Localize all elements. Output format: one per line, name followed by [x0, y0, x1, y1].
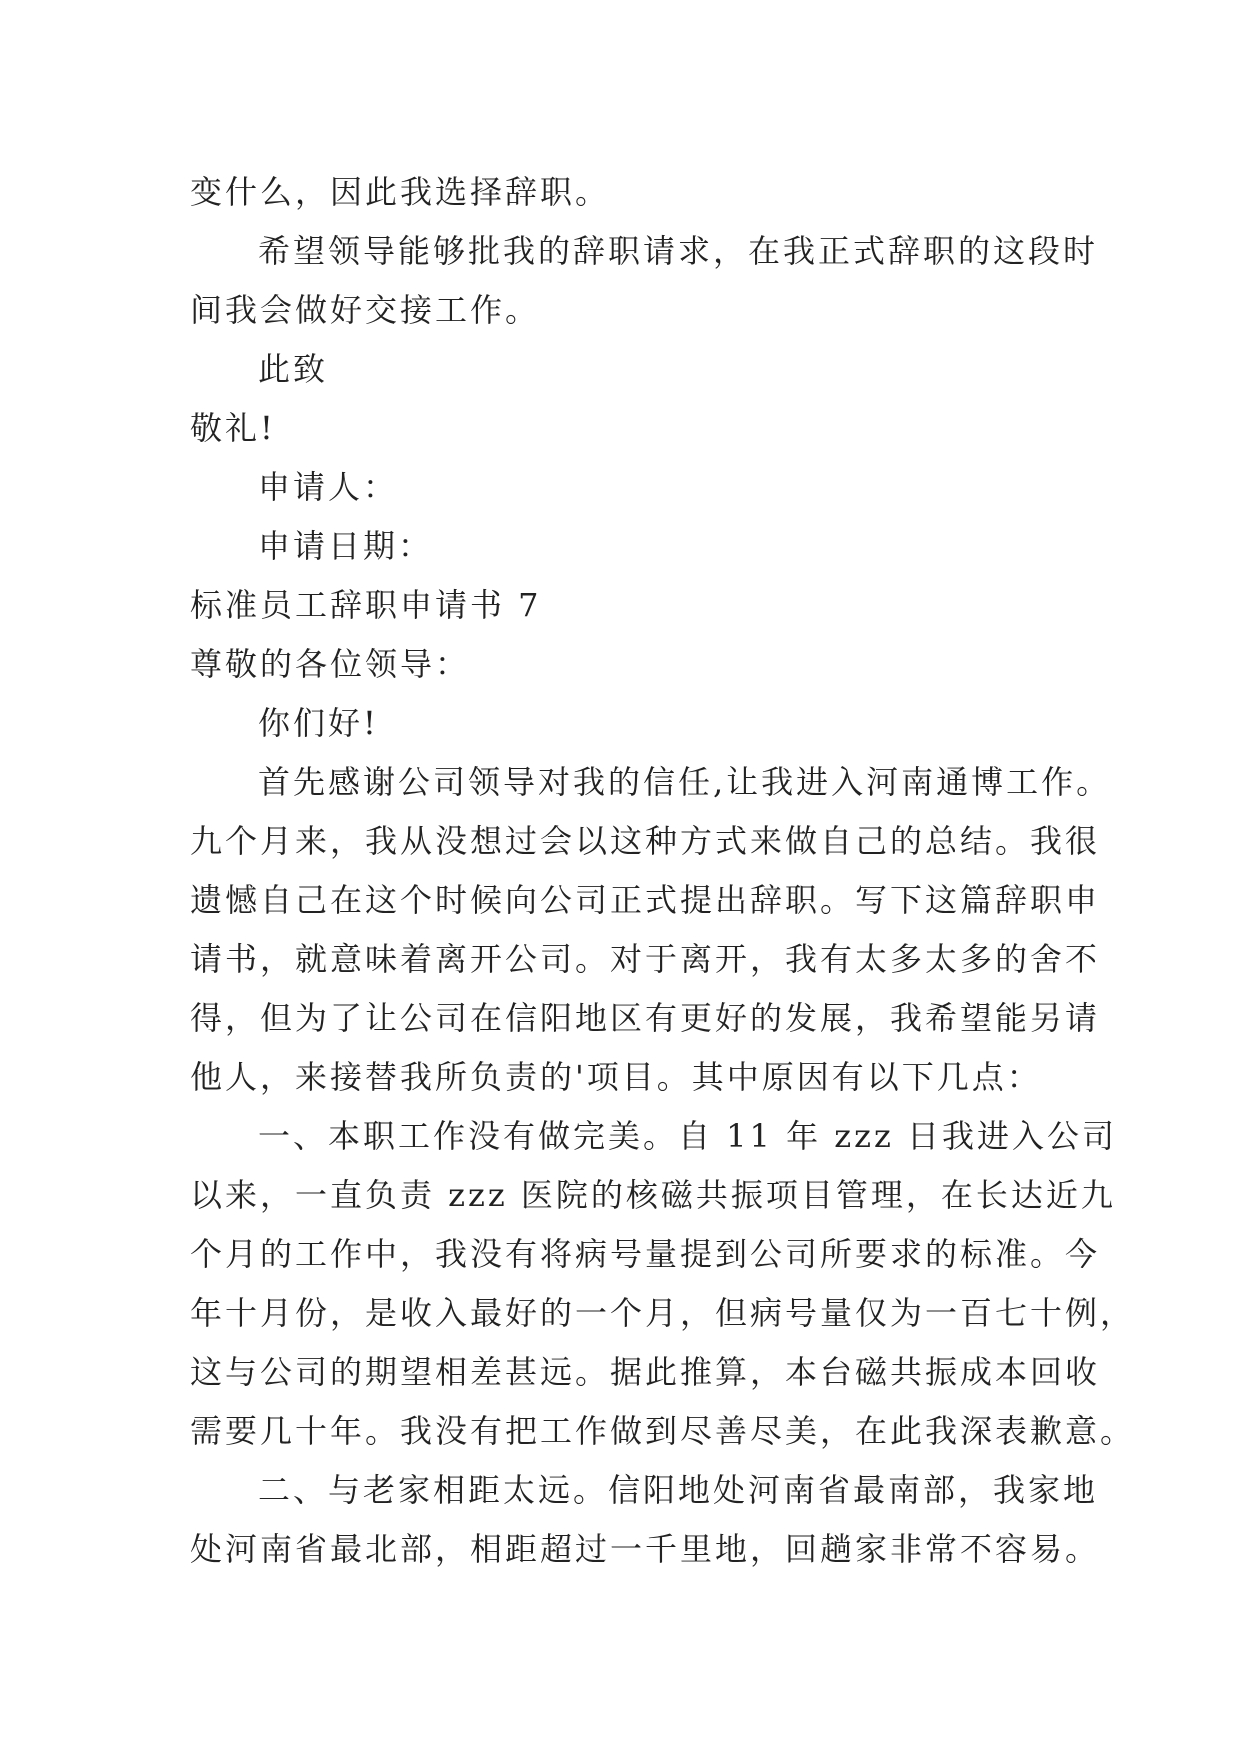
document-body — [190, 163, 1136, 1579]
text-line: 这与公司的期望相差甚远。据此推算，本台磁共振成本回收 — [190, 1353, 1101, 1391]
text-line: 间我会做好交接工作。 — [190, 291, 541, 329]
text-line: 年十月份，是收入最好的一个月，但病号量仅为一百七十例， — [190, 1294, 1136, 1332]
text-line: 他人，来接替我所负责的'项目。其中原因有以下几点： — [190, 1058, 1042, 1096]
text-line: 二、与老家相距太远。信阳地处河南省最南部，我家地 — [258, 1471, 1099, 1509]
text-line: 变什么，因此我选择辞职。 — [190, 173, 611, 211]
greeting-line: 尊敬的各位领导： — [190, 645, 471, 683]
text-line: 遗憾自己在这个时候向公司正式提出辞职。写下这篇辞职申 — [190, 881, 1101, 919]
closing-salutation: 此致 — [258, 350, 329, 388]
text-line: 得，但为了让公司在信阳地区有更好的发展，我希望能另请 — [190, 999, 1101, 1037]
text-line: 九个月来，我从没想过会以这种方式来做自己的总结。我很 — [190, 822, 1101, 860]
text-line: 希望领导能够批我的辞职请求，在我正式辞职的这段时 — [258, 232, 1099, 270]
text-line: 个月的工作中，我没有将病号量提到公司所要求的标准。今 — [190, 1235, 1101, 1273]
text-line: 首先感谢公司领导对我的信任,让我进入河南通博工作。 — [258, 763, 1112, 801]
application-date-label: 申请日期： — [258, 527, 434, 565]
text-line: 需要几十年。我没有把工作做到尽善尽美，在此我深表歉意。 — [190, 1412, 1136, 1450]
text-line: 请书，就意味着离开公司。对于离开，我有太多太多的舍不 — [190, 940, 1101, 978]
text-line: 以来，一直负责 zzz 医院的核磁共振项目管理，在长达近九 — [190, 1176, 1116, 1214]
greeting-line: 你们好! — [258, 704, 379, 742]
section-heading: 标准员工辞职申请书 7 — [190, 586, 542, 624]
applicant-label: 申请人： — [258, 468, 399, 506]
closing-regards: 敬礼! — [190, 409, 276, 447]
text-line: 一、本职工作没有做完美。自 11 年 zzz 日我进入公司 — [258, 1117, 1117, 1155]
text-line: 处河南省最北部，相距超过一千里地，回趟家非常不容易。 — [190, 1530, 1101, 1568]
